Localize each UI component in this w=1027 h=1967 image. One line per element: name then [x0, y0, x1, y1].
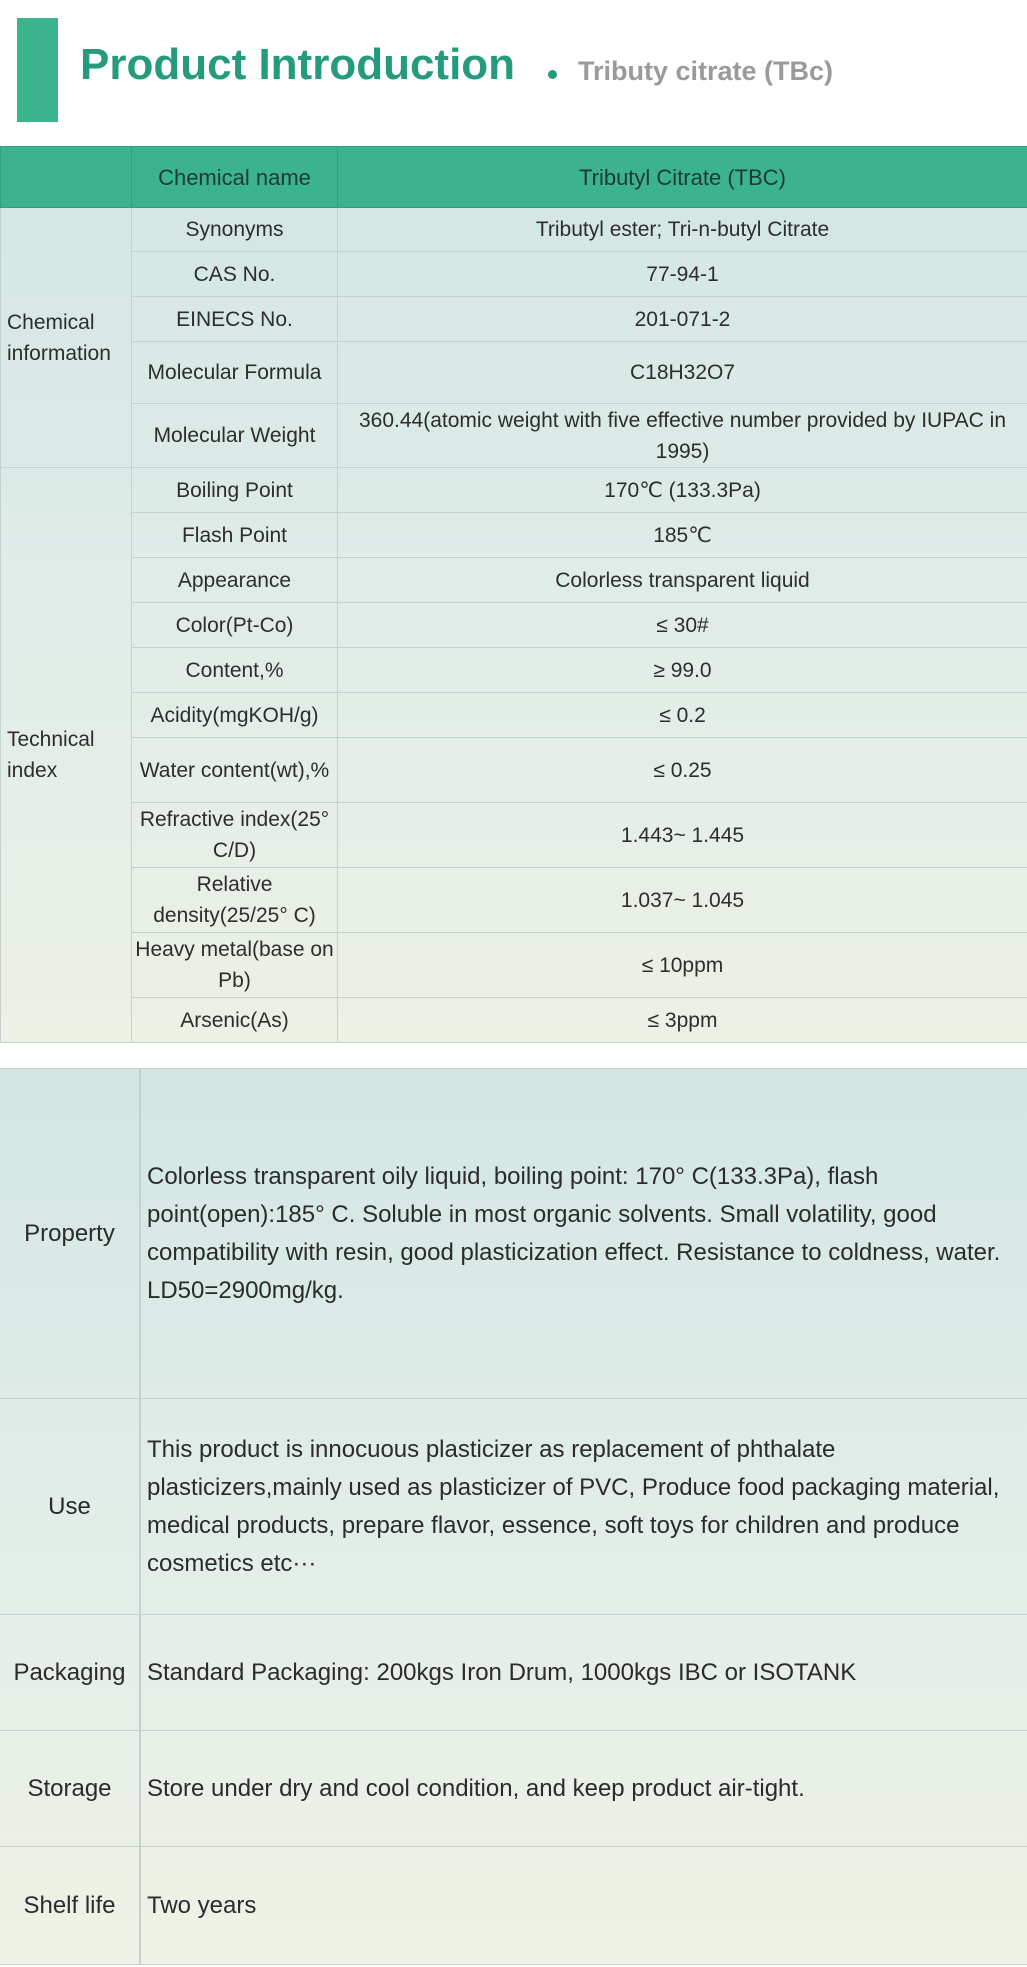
- row-value: ≥ 99.0: [338, 648, 1027, 693]
- row-value: ≤ 30#: [338, 603, 1027, 648]
- row-value: Tributyl ester; Tri-n-butyl Citrate: [338, 208, 1027, 252]
- row-label: Molecular Weight: [132, 404, 338, 468]
- row-value: Colorless transparent oily liquid, boiling point: 170° C(133.3Pa), flash point(open):185° C. Soluble in most organic solvents. Small volatility, good compatibility with resin, good plasticization effect. Resistance to coldness, water. LD50=2900mg/kg.: [140, 1069, 1027, 1399]
- table-row: [1, 648, 1027, 693]
- row-value: 1.037~ 1.045: [338, 868, 1027, 933]
- table-row: [0, 1069, 1027, 1399]
- row-label: Appearance: [132, 558, 338, 603]
- row-label: Relative density(25/25° C): [132, 868, 338, 933]
- header-value: Tributyl Citrate (TBC): [338, 147, 1027, 208]
- row-label: Heavy metal(base on Pb): [132, 933, 338, 998]
- row-value: Standard Packaging: 200kgs Iron Drum, 1000kgs IBC or ISOTANK: [140, 1615, 1027, 1731]
- page-title: Product Introduction: [80, 40, 516, 89]
- row-label: EINECS No.: [132, 297, 338, 342]
- header-label: Chemical name: [132, 147, 338, 208]
- table-row: [0, 1399, 1027, 1615]
- group-chemical-information: Chemical information: [1, 208, 132, 468]
- row-label: Color(Pt-Co): [132, 603, 338, 648]
- header-blank-cell: [1, 147, 132, 208]
- table-row: [1, 342, 1027, 404]
- row-label: Molecular Formula: [132, 342, 338, 404]
- row-label: Flash Point: [132, 513, 338, 558]
- row-label: Acidity(mgKOH/g): [132, 693, 338, 738]
- row-label: Arsenic(As): [132, 998, 338, 1043]
- row-value: 77-94-1: [338, 252, 1027, 297]
- row-label: Boiling Point: [132, 468, 338, 513]
- table-row: [1, 468, 1027, 513]
- page-subtitle: Tributy citrate (TBc): [578, 56, 834, 86]
- row-value: 185℃: [338, 513, 1027, 558]
- info-table: [0, 1068, 1027, 1965]
- table-row: [1, 868, 1027, 933]
- row-label: Refractive index(25° C/D): [132, 803, 338, 868]
- row-value: 360.44(atomic weight with five effective number provided by IUPAC in 1995): [338, 404, 1027, 468]
- row-label: Synonyms: [132, 208, 338, 252]
- table-row: [1, 252, 1027, 297]
- row-value: 170℃ (133.3Pa): [338, 468, 1027, 513]
- group-technical-index: Technical index: [1, 468, 132, 1043]
- accent-bar: [17, 18, 58, 122]
- row-label: Content,%: [132, 648, 338, 693]
- row-value: C18H32O7: [338, 342, 1027, 404]
- row-label: Shelf life: [0, 1847, 140, 1965]
- row-value: Two years: [140, 1847, 1027, 1965]
- bullet-dot: [548, 70, 557, 79]
- row-value: This product is innocuous plasticizer as replacement of phthalate plasticizers,mainly used as plasticizer of PVC, Produce food packaging material, medical products, prepare flavor, essence, soft toys for children and produce cosmetics etc···: [140, 1399, 1027, 1615]
- table-row: [0, 1731, 1027, 1847]
- table-row: [1, 513, 1027, 558]
- table-row: [0, 1615, 1027, 1731]
- spec-table: [0, 146, 1027, 1043]
- row-label: Storage: [0, 1731, 140, 1847]
- table-row: [1, 603, 1027, 648]
- row-label: Use: [0, 1399, 140, 1615]
- table-row: [1, 297, 1027, 342]
- row-label: Property: [0, 1069, 140, 1399]
- table-header-row: [1, 147, 1027, 208]
- table-row: [1, 738, 1027, 803]
- table-row: [1, 558, 1027, 603]
- table-row: [1, 404, 1027, 468]
- section-gap: [0, 1044, 1027, 1068]
- table-row: [1, 693, 1027, 738]
- table-row: [1, 933, 1027, 998]
- table-row: [0, 1847, 1027, 1965]
- row-value: 201-071-2: [338, 297, 1027, 342]
- row-value: 1.443~ 1.445: [338, 803, 1027, 868]
- row-value: Store under dry and cool condition, and keep product air-tight.: [140, 1731, 1027, 1847]
- table-row: [1, 208, 1027, 252]
- table-row: [1, 803, 1027, 868]
- row-label: Water content(wt),%: [132, 738, 338, 803]
- row-value: Colorless transparent liquid: [338, 558, 1027, 603]
- row-value: ≤ 10ppm: [338, 933, 1027, 998]
- row-value: ≤ 3ppm: [338, 998, 1027, 1043]
- table-row: [1, 998, 1027, 1043]
- row-label: Packaging: [0, 1615, 140, 1731]
- row-label: CAS No.: [132, 252, 338, 297]
- page-header: [0, 0, 1027, 145]
- row-value: ≤ 0.2: [338, 693, 1027, 738]
- row-value: ≤ 0.25: [338, 738, 1027, 803]
